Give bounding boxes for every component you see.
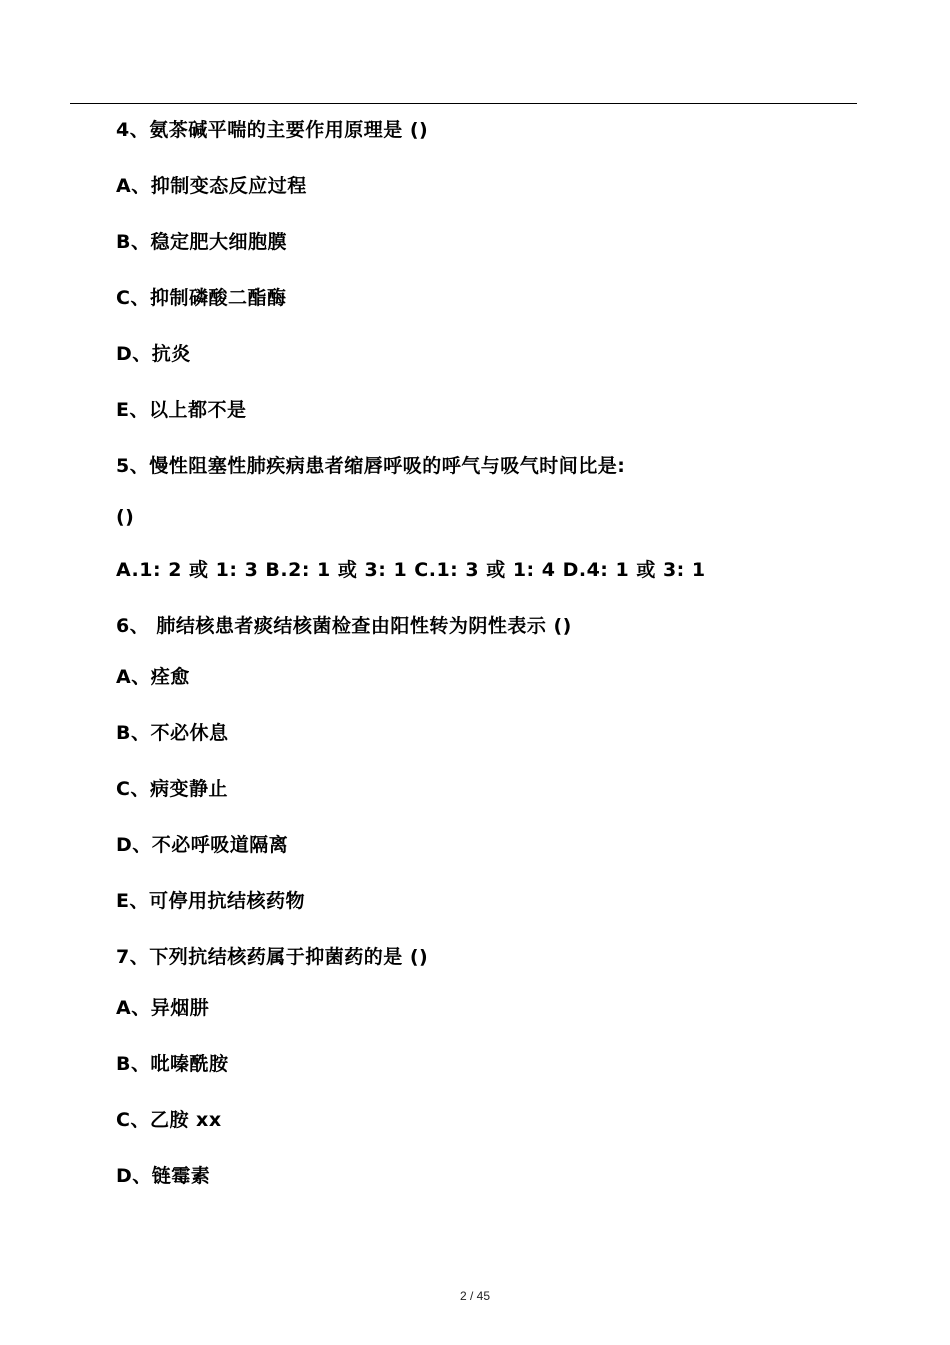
question-6-option-e: E、可停用抗结核药物 [116, 890, 305, 912]
question-6-option-a: A、痊愈 [116, 666, 190, 688]
question-6-option-b: B、不必休息 [116, 722, 229, 744]
question-4-option-e: E、以上都不是 [116, 399, 247, 421]
question-7-stem: 7、下列抗结核药属于抑菌药的是 () [116, 946, 429, 968]
question-6-option-d: D、不必呼吸道隔离 [116, 834, 289, 856]
question-4-option-c: C、抑制磷酸二酯酶 [116, 287, 287, 309]
question-4-option-b: B、稳定肥大细胞膜 [116, 231, 287, 253]
question-5-stem: 5、慢性阻塞性肺疾病患者缩唇呼吸的呼气与吸气时间比是: [116, 455, 626, 477]
question-7-option-b: B、吡嗪酰胺 [116, 1053, 229, 1075]
question-7-option-a: A、异烟肼 [116, 997, 210, 1019]
header-rule [70, 103, 857, 104]
question-6-stem: 6、 肺结核患者痰结核菌检查由阳性转为阴性表示 () [116, 615, 572, 637]
question-4-stem: 4、氨茶碱平喘的主要作用原理是 () [116, 119, 429, 141]
question-7-option-c: C、乙胺 xx [116, 1109, 222, 1131]
question-7-option-d: D、链霉素 [116, 1165, 211, 1187]
question-4-option-d: D、抗炎 [116, 343, 191, 365]
page-number: 2 / 45 [459, 1289, 491, 1303]
question-4-option-a: A、抑制变态反应过程 [116, 175, 307, 197]
question-5-stem-continued: () [116, 506, 135, 528]
question-6-option-c: C、病变静止 [116, 778, 228, 800]
question-5-options: A.1: 2 或 1: 3 B.2: 1 或 3: 1 C.1: 3 或 1: 4 D.4: 1 或 3: 1 [116, 559, 706, 581]
